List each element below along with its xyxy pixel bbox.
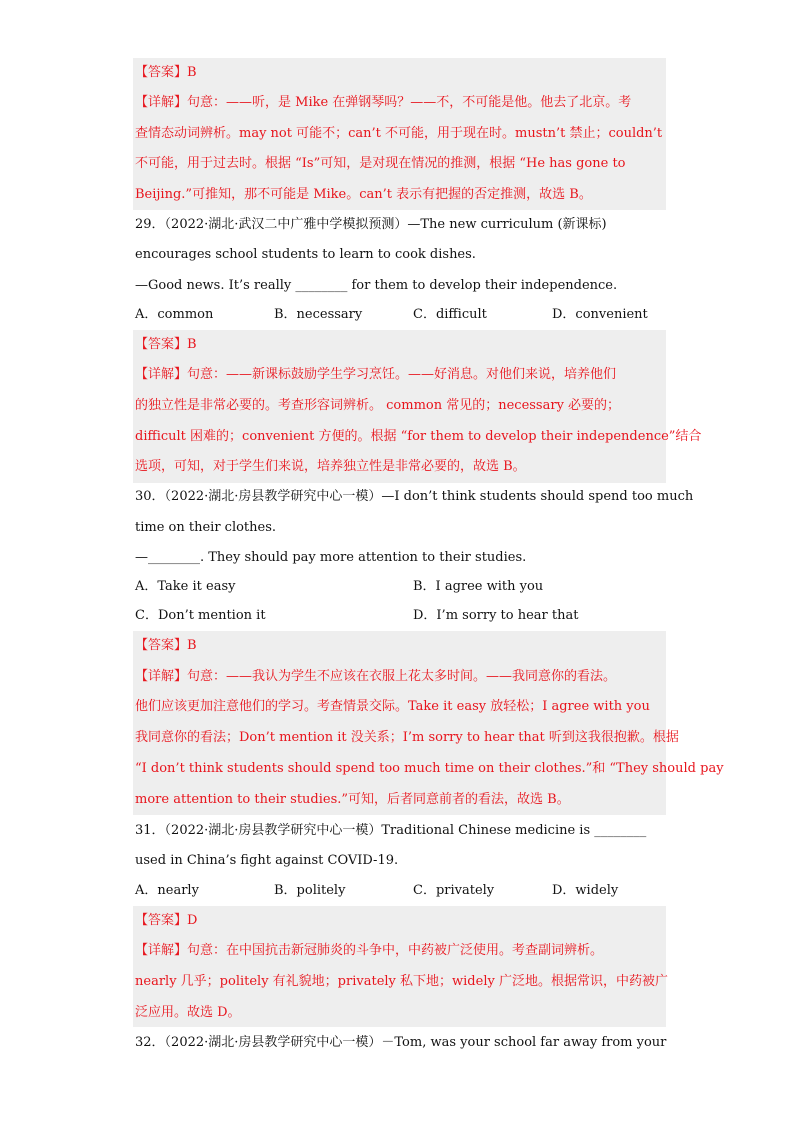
option-c: C．difficult: [413, 307, 487, 322]
question-stem: —Good news. It’s really ________ for them to develop their independence.: [135, 278, 618, 293]
detail-line: 查情态动词辨析。may not 可能不；can’t 不可能，用于现在时。mustn’t 禁止；couldn’t: [135, 126, 663, 141]
option-b: B．politely: [274, 883, 346, 898]
detail-line: 泛应用。故选 D。: [135, 1005, 241, 1020]
detail-line: more attention to their studies.”可知，后者同意前者的看法，故选 B。: [135, 792, 570, 807]
question-stem: 31．（2022·湖北·房县教学研究中心一模）Traditional Chinese medicine is ________: [135, 823, 647, 838]
answer-label: 【答案】B: [135, 337, 197, 352]
detail-line: 【详解】句意：——新课标鼓励学生学习烹饪。——好消息。对他们来说，培养他们: [135, 367, 617, 382]
answer-label: 【答案】D: [135, 913, 198, 928]
detail-line: 选项，可知，对于学生们来说，培养独立性是非常必要的，故选 B。: [135, 459, 526, 474]
detail-line: 他们应该更加注意他们的学习。考查情景交际。Take it easy 放轻松；I agree with you: [135, 699, 650, 714]
question-stem: encourages school students to learn to cook dishes.: [135, 247, 476, 262]
detail-line: difficult 困难的；convenient 方便的。根据 “for them to develop their independence”结合: [135, 429, 702, 444]
option-c: C．privately: [413, 883, 495, 898]
answer-block-q30: [133, 631, 666, 815]
detail-line: 【详解】句意：——我认为学生不应该在衣服上花太多时间。——我同意你的看法。: [135, 669, 617, 684]
detail-line: 的独立性是非常必要的。考查形容词辨析。 common 常见的；necessary 必要的；: [135, 398, 621, 413]
option-b: B．necessary: [274, 307, 363, 322]
option-a: A．common: [135, 307, 214, 322]
detail-line: “I don’t think students should spend too much time on their clothes.”和 “They should pay: [135, 761, 724, 776]
option-d: D．I’m sorry to hear that: [413, 608, 579, 623]
question-stem: 32．（2022·湖北·房县教学研究中心一模）－Tom, was your school far away from your: [135, 1035, 667, 1050]
detail-line: 不可能，用于过去时。根据 “Is”可知，是对现在情况的推测，根据 “He has gone to: [135, 156, 626, 171]
detail-line: Beijing.”可推知，那不可能是 Mike。can’t 表示有把握的否定推测，故选 B。: [135, 187, 592, 202]
option-c: C．Don’t mention it: [135, 608, 266, 623]
detail-line: 【详解】句意：——听，是 Mike 在弹钢琴吗？——不，不可能是他。他去了北京。考: [135, 95, 632, 110]
detail-line: nearly 几乎；politely 有礼貌地；privately 私下地；widely 广泛地。根据常识，中药被广: [135, 974, 668, 989]
option-b: B．I agree with you: [413, 579, 544, 594]
option-a: A．Take it easy: [135, 579, 236, 594]
option-d: D．convenient: [552, 307, 648, 322]
question-stem: 30．（2022·湖北·房县教学研究中心一模）—I don’t think students should spend too much: [135, 489, 694, 504]
detail-line: 【详解】句意：在中国抗击新冠肺炎的斗争中，中药被广泛使用。考查副词辨析。: [135, 943, 604, 958]
question-stem: used in China’s fight against COVID-19.: [135, 853, 399, 868]
question-stem: —________. They should pay more attention to their studies.: [135, 550, 527, 565]
detail-line: 我同意你的看法；Don’t mention it 没关系；I’m sorry to hear that 听到这我很抱歉。根据: [135, 730, 679, 745]
option-d: D．widely: [552, 883, 619, 898]
answer-label: 【答案】B: [135, 638, 197, 653]
question-stem: 29．（2022·湖北·武汉二中广雅中学模拟预测）—The new curriculum (新课标): [135, 217, 607, 232]
question-stem: time on their clothes.: [135, 520, 277, 535]
option-a: A．nearly: [135, 883, 199, 898]
answer-label: 【答案】B: [135, 65, 197, 80]
